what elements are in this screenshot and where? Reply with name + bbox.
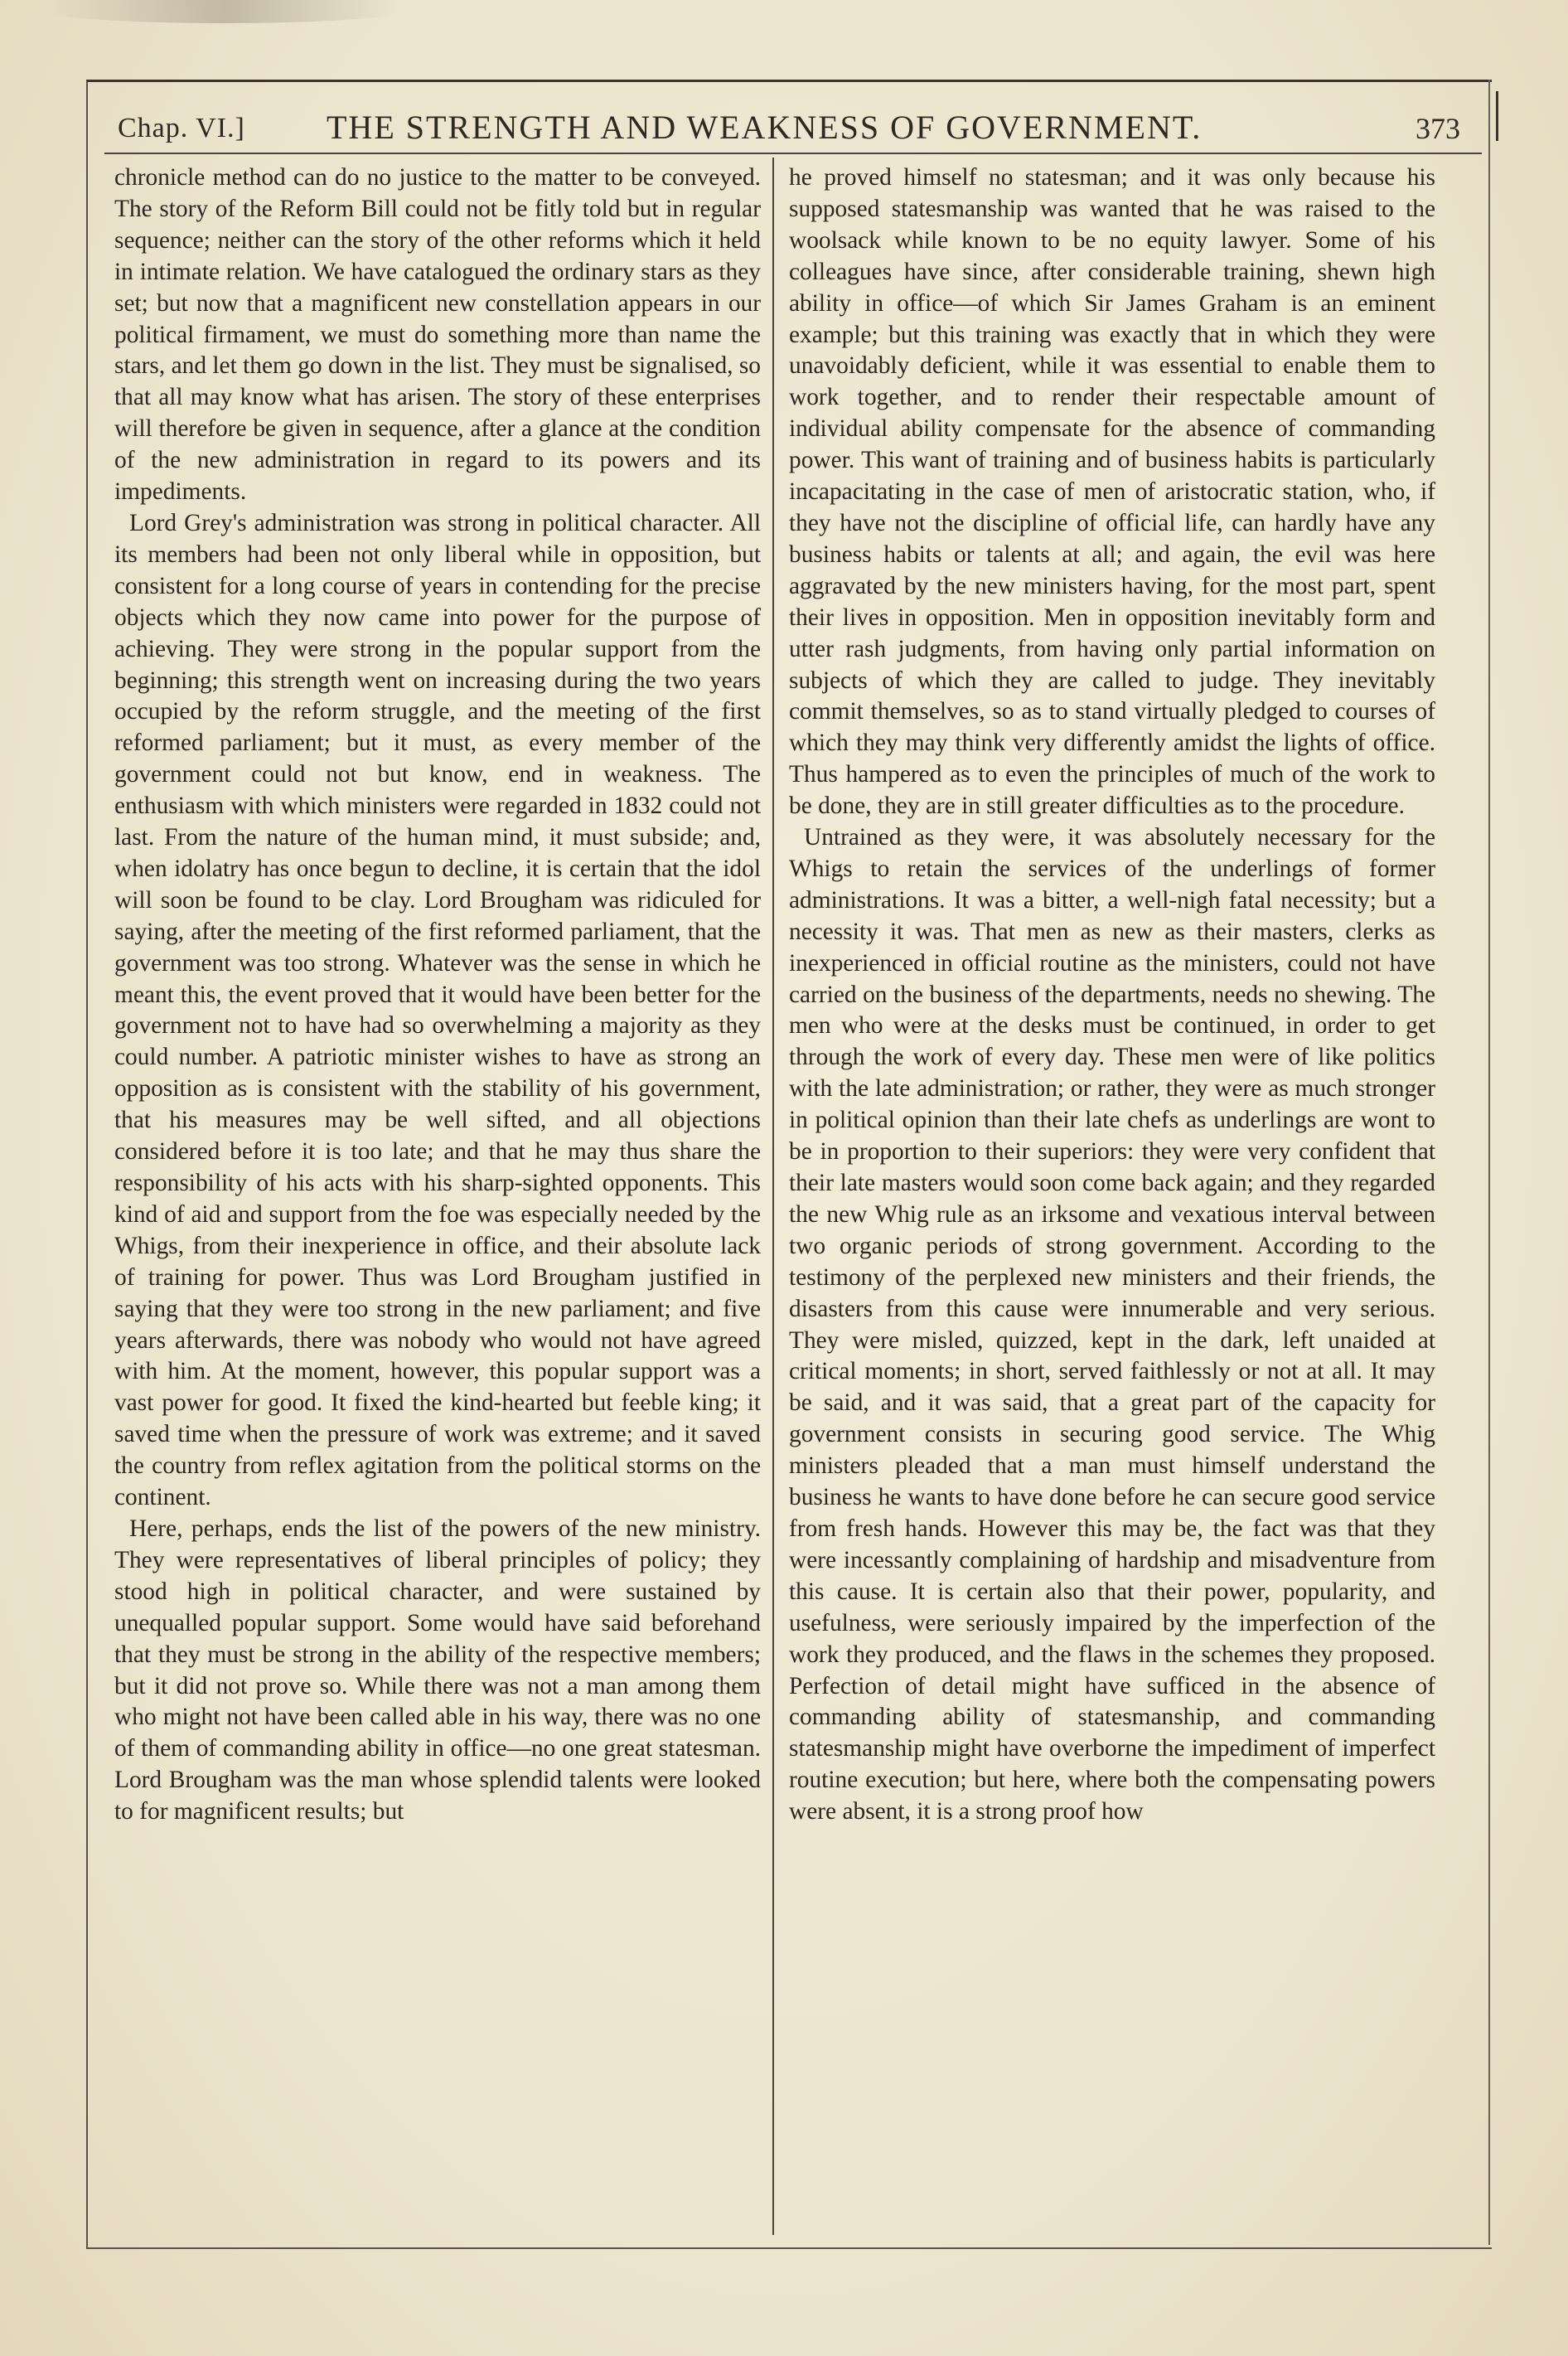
running-title: THE STRENGTH AND WEAKNESS OF GOVERNMENT.	[327, 109, 1203, 146]
column-divider	[772, 158, 774, 2235]
paragraph: Untrained as they were, it was absolutely necessary for the Whigs to retain the services of the underlings of former administrations. It was a bitter, a well-nigh fatal necessity; but a necessity it was. That men as new as their masters, clerks as inexperienced in official routine as the ministers, could not have carried on the business of the departments, needs no shewing. The men who were at the desks must be continued, in order to get through the work of every day. These men were of like politics with the late administration; or rather, they were as much stronger in political opinion than their late chefs as underlings are wont to be in proportion to their superiors: they were very confident that their late masters would soon come back again; and they regarded the new Whig rule as an irksome and vexatious interval between two organic periods of strong government. According to the testimony of the perplexed new ministers and their friends, the disasters from this cause were innumerable and very serious. They were misled, quizzed, kept in the dark, left unaided at critical moments; in short, served faithlessly or not at all. It may be said, and it was said, that a great part of the capacity for government consists in securing good service. The Whig ministers pleaded that a man must himself understand the business he wants to have done before he can secure good service from fresh hands. However this may be, the fact was that they were incessantly complaining of hardship and misadventure from this cause. It is certain also that their power, popularity, and usefulness, were seriously impaired by the imperfection of the work they produced, and the flaws in the schemes they proposed. Perfection of detail might have sufficed in the absence of commanding ability of statesmanship, and commanding statesmanship might have overborne the impediment of imperfect routine execution; but here, where both the compensating powers were absent, it is a strong proof how	[789, 824, 1435, 1825]
chapter-label: Chap. VI.]	[118, 113, 245, 143]
page-smudge	[50, 0, 398, 23]
running-header	[113, 108, 1472, 151]
binding-mark	[1496, 91, 1498, 141]
paragraph: he proved himself no statesman; and it was only because his supposed statesmanship was wanted that he was raised to the woolsack while known to be no equity lawyer. Some of his colleagues have since, after considerable training, shewn high ability in office—of which Sir James Graham is an eminent example; but this training was exactly that in which they were unavoidably deficient, while it was essential to enable them to work together, and to render their respectable amount of individual ability compensate for the absence of commanding power. This want of training and of business habits is particularly incapacitating in the case of men of aristocratic station, who, if they have not the discipline of official life, can hardly have any business habits or talents at all; and again, the evil was here aggravated by the new ministers having, for the most part, spent their lives in opposition. Men in opposition inevitably form and utter rash judgments, from having only partial information on subjects of which they are called to judge. They inevitably commit themselves, so as to stand virtually pledged to courses of which they may think very differently amidst the lights of office. Thus hampered as to even the principles of much of the work to be done, they are in still greater difficulties as to the procedure.	[789, 164, 1435, 820]
left-column	[114, 162, 761, 1828]
paragraph: Lord Grey's administration was strong in political character. All its members had been not only liberal while in opposition, but consistent for a long course of years in contending for the precise objects which they now came into power for the purpose of achieving. They were strong in the popular support from the beginning; this strength went on increasing during the two years occupied by the reform struggle, and the meeting of the first reformed parliament; but it must, as every member of the government could not but know, end in weakness. The enthusiasm with which ministers were regarded in 1832 could not last. From the nature of the human mind, it must subside; and, when idolatry has once begun to decline, it is certain that the idol will soon be found to be clay. Lord Brougham was ridiculed for saying, after the meeting of the first reformed parliament, that the government was too strong. Whatever was the sense in which he meant this, the event proved that it would have been better for the government not to have had so overwhelming a majority as they could number. A patriotic minister wishes to have as strong an opposition as is consistent with the stability of his government, that his measures may be well sifted, and all objections considered before it is too late; and that he may thus share the responsibility of his acts with his sharp-sighted opponents. This kind of aid and support from the foe was especially needed by the Whigs, from their inexperience in office, and their absolute lack of training for power. Thus was Lord Brougham justified in saying that they were too strong in the new parliament; and five years afterwards, there was nobody who would not have agreed with him. At the moment, however, this popular support was a vast power for good. It fixed the kind-hearted but feeble king; it saved time when the pressure of work was extreme; and it saved the country from reflex agitation from the political storms on the continent.	[114, 509, 761, 1511]
paragraph: Here, perhaps, ends the list of the powers of the new ministry. They were representatives of liberal principles of policy; they stood high in political character, and were sustained by unequalled popular support. Some would have said beforehand that they must be strong in the ability of the respective members; but it did not prove so. While there was not a man among them who might not have been called able in his way, there was no one of them of commanding ability in office—no one great statesman. Lord Brougham was the man whose splendid talents were looked to for magnificent results; but	[114, 1515, 761, 1825]
right-column	[789, 162, 1435, 1828]
paragraph: chronicle method can do no justice to the matter to be conveyed. The story of the Reform Bill could not be fitly told but in regular sequence; neither can the story of the other reforms which it held in intimate relation. We have catalogued the ordinary stars as they set; but now that a magnificent new constellation appears in our political firmament, we must do something more than name the stars, and let them go down in the list. They must be signalised, so that all may know what has arisen. The story of these enterprises will therefore be given in sequence, after a glance at the condition of the new administration in regard to its powers and its impediments.	[114, 164, 761, 506]
header-rule	[104, 153, 1482, 154]
page-frame-right-edge	[1488, 80, 1490, 2245]
page-number: 373	[1416, 112, 1460, 145]
